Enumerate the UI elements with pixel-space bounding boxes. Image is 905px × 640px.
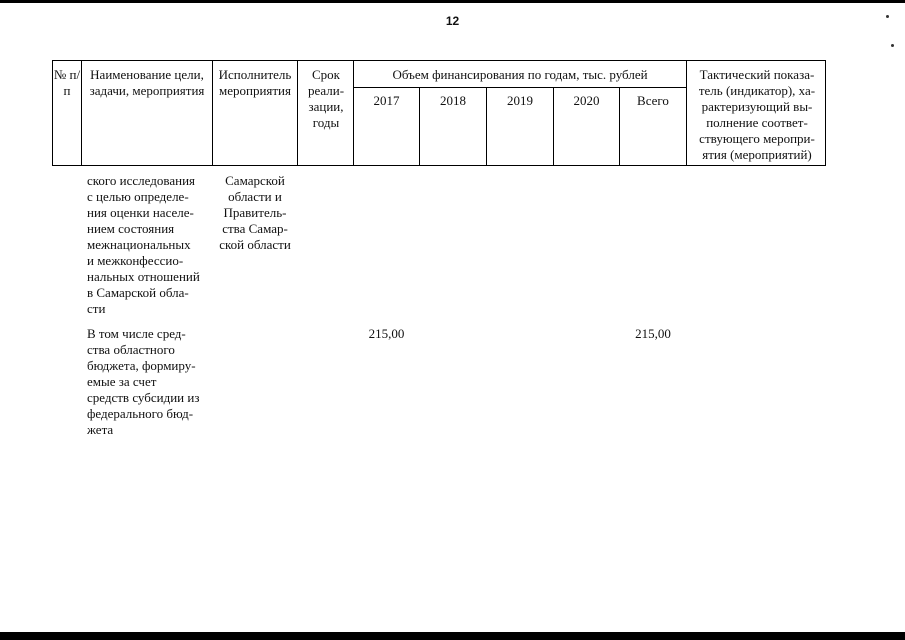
row1-executor [213,173,297,253]
top-border-rule [0,0,905,3]
col-divider [686,60,687,166]
page-number: 12 [445,14,460,28]
text-line: средств субсидии из [87,390,200,405]
header-year-2018: 2018 [440,93,466,108]
header-year-2019: 2019 [507,93,533,108]
text-line: бюджета, формиру- [87,358,196,373]
text-line: ния оценки населе- [87,205,194,220]
header-indicator: Тактический показа-тель (индикатор), ха-рактеризующий вы-полнение соответ-ствующего меропри-ятия (мероприятий) [698,67,816,162]
text-line: Правитель- [223,205,287,220]
text-line: межнациональных [87,237,191,252]
row2-value-2017: 215,00 [368,326,405,341]
header-name: Наименование цели, задачи, мероприятия [89,67,205,98]
header-funding: Объем финансирования по годам, тыс. рублей [392,67,648,82]
header-year-2017: 2017 [373,93,400,108]
text-line: ства областного [87,342,175,357]
text-line: сти [87,301,106,316]
text-line: жета [87,422,114,437]
text-line: Самарской [225,173,285,188]
text-line: области и [228,189,282,204]
text-line: и межконфессио- [87,253,184,268]
text-line: ского исследования [87,173,196,188]
text-line: нием состояния [87,221,175,236]
row2-value-total: 215,00 [635,326,671,341]
header-year-2020: 2020 [573,93,600,108]
text-line: В том числе сред- [87,326,186,341]
header-num: № п/п [53,67,81,98]
header-executor: Исполнитель мероприятия [218,67,292,98]
text-line: федерального бюд- [87,406,194,421]
header-total: Всего [637,93,669,108]
row2-name [87,326,212,438]
row1-name [87,173,212,317]
text-line: с целью определе- [87,189,189,204]
bottom-border-rule [0,632,905,640]
text-line: емые за счет [87,374,157,389]
scan-speck [886,15,889,18]
text-line: в Самарской обла- [87,285,189,300]
text-line: ской области [219,237,291,252]
text-line: нальных отношений [87,269,200,284]
scan-speck [891,44,894,47]
header-term: Срок реали-зации, годы [307,67,345,130]
text-line: ства Самар- [222,221,288,236]
funding-row-divider [353,87,686,88]
col-divider [297,60,298,166]
